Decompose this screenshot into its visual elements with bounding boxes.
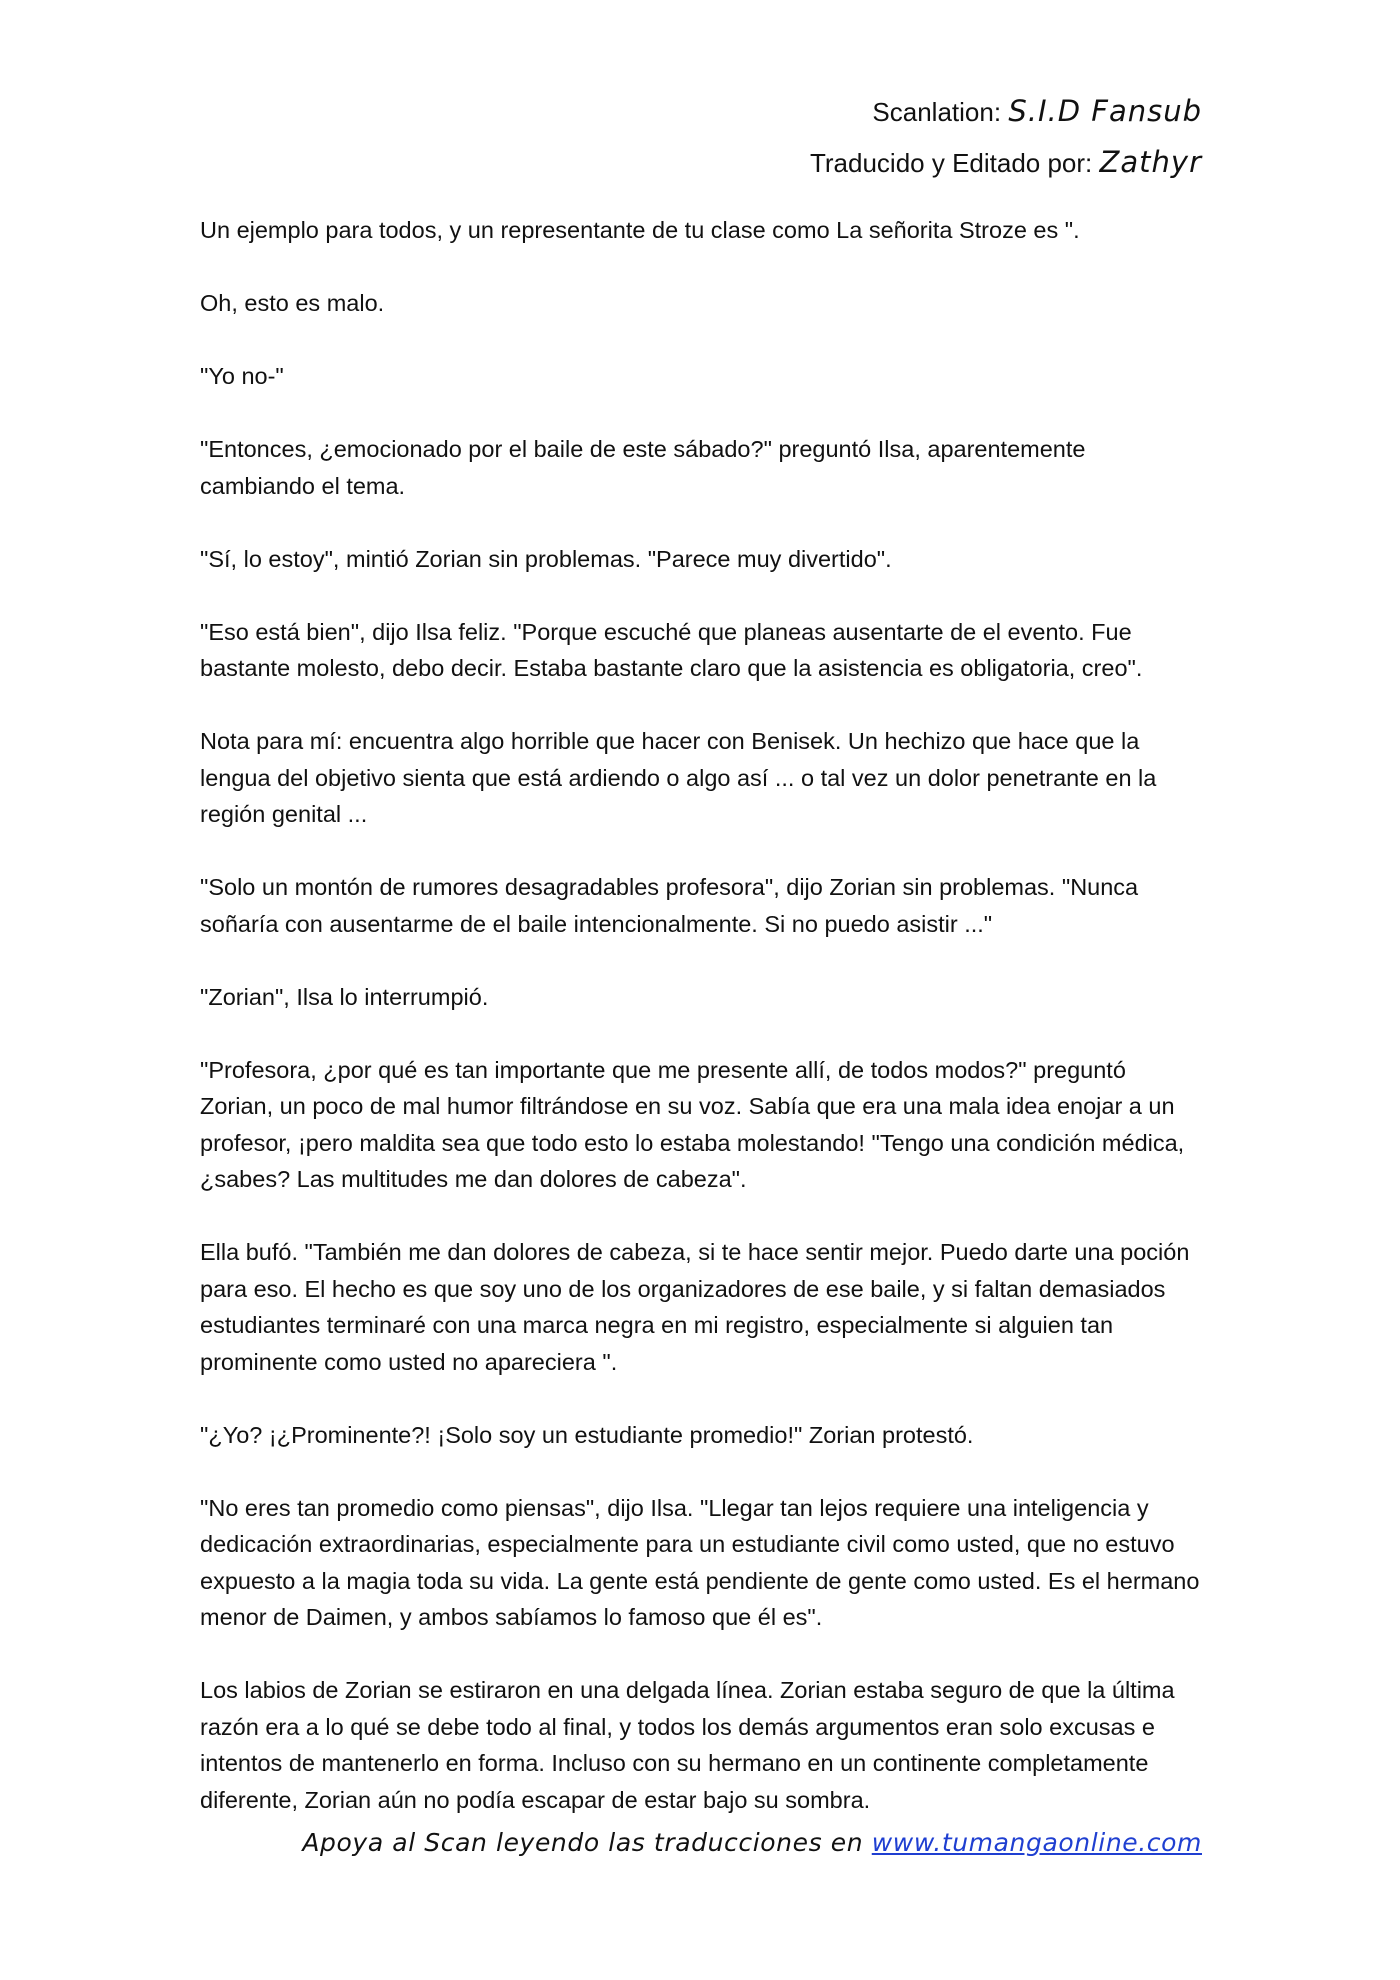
paragraph-line: "No eres tan promedio como piensas", dijo Ilsa. "Llegar tan lejos requiere una inteligencia y <box>200 1494 1149 1521</box>
paragraph-line: "Entonces, ¿emocionado por el baile de este sábado?" preguntó Ilsa, aparentemente <box>200 436 1086 462</box>
paragraph-line: "Solo un montón de rumores desagradables profesora", dijo Zorian sin problemas. "Nunca <box>200 874 1139 900</box>
paragraph-line: cambiando el tema. <box>200 472 406 499</box>
paragraph <box>200 1490 1210 1636</box>
paragraph-line: estudiantes terminaré con una marca negra en mi registro, especialmente si alguien tan <box>200 1312 1114 1338</box>
paragraph-line: "¿Yo? ¡¿Prominente?! ¡Solo soy un estudiante promedio!" Zorian protestó. <box>200 1421 974 1448</box>
scanlation-label: Scanlation: <box>872 97 1002 127</box>
paragraph <box>200 723 1210 833</box>
paragraph-line: "Sí, lo estoy", mintió Zorian sin problemas. "Parece muy divertido". <box>200 545 892 572</box>
paragraph-line: lengua del objetivo sienta que está ardiendo o algo así ... o tal vez un dolor penetrante en la <box>200 764 1157 791</box>
paragraph-line: razón era a lo qué se debe todo al final, y todos los demás argumentos eran solo excusas e <box>200 1713 1155 1740</box>
translator-label: Traducido y Editado por: <box>809 148 1093 178</box>
paragraph-line: Ella bufó. "También me dan dolores de cabeza, si te hace sentir mejor. Puedo darte una poción <box>200 1239 1190 1265</box>
paragraph-line: Un ejemplo para todos, y un representante de tu clase como La señorita Stroze es ". <box>200 217 1080 243</box>
paragraph-line: prominente como usted no apareciera ". <box>200 1348 618 1375</box>
paragraph <box>200 541 1210 578</box>
paragraph-line: expuesto a la magia toda su vida. La gente está pendiente de gente como usted. Es el hermano <box>200 1567 1200 1594</box>
footer-link[interactable]: www.tumangaonline.com <box>871 1828 1202 1857</box>
paragraph-line: intentos de mantenerlo en forma. Incluso con su hermano en un continente completamente <box>200 1750 1149 1776</box>
paragraph <box>200 212 1210 249</box>
paragraph <box>200 358 1210 395</box>
paragraph-line: Zorian, un poco de mal humor filtrándose en su voz. Sabía que era una mala idea enojar a un <box>200 1093 1175 1119</box>
paragraph-line: Nota para mí: encuentra algo horrible que hacer con Benisek. Un hechizo que hace que la <box>200 728 1140 754</box>
paragraph-line: soñaría con ausentarme de el baile intencionalmente. Si no puedo asistir ..." <box>200 910 993 937</box>
paragraph <box>200 869 1210 942</box>
scanlation-credit <box>810 86 1202 137</box>
paragraph <box>200 1234 1210 1380</box>
paragraph-line: para eso. El hecho es que soy uno de los organizadores de ese baile, y si faltan demasiados <box>200 1275 1166 1302</box>
paragraph-line: bastante molesto, debo decir. Estaba bastante claro que la asistencia es obligatoria, creo". <box>200 655 1143 681</box>
paragraph-line: Oh, esto es malo. <box>200 290 385 316</box>
paragraph <box>200 1417 1210 1454</box>
paragraph-line: diferente, Zorian aún no podía escapar de estar bajo su sombra. <box>200 1786 871 1813</box>
paragraph <box>200 614 1210 687</box>
paragraph <box>200 285 1210 322</box>
paragraph-line: "Eso está bien", dijo Ilsa feliz. "Porque escuché que planeas ausentarte de el evento. Fue <box>200 618 1132 645</box>
paragraph-line: dedicación extraordinarias, especialmente para un estudiante civil como usted, que no estuvo <box>200 1531 1175 1557</box>
paragraph-line: "Profesora, ¿por qué es tan importante que me presente allí, de todos modos?" preguntó <box>200 1056 1126 1083</box>
paragraph-line: "Zorian", Ilsa lo interrumpió. <box>200 983 489 1010</box>
paragraph-line: profesor, ¡pero maldita sea que todo esto lo estaba molestando! "Tengo una condición médica, <box>200 1129 1185 1156</box>
paragraph-line: "Yo no-" <box>200 363 284 389</box>
paragraph <box>200 431 1210 504</box>
footer-text: Apoya al Scan leyendo las traducciones en <box>302 1828 864 1857</box>
paragraph <box>200 1672 1210 1818</box>
credits-block <box>810 86 1202 188</box>
paragraph-line: región genital ... <box>200 801 368 827</box>
paragraph-line: ¿sabes? Las multitudes me dan dolores de cabeza". <box>200 1166 747 1192</box>
story-body <box>200 212 1210 1855</box>
paragraph <box>200 979 1210 1016</box>
translator-name: Zathyr <box>1099 145 1202 179</box>
paragraph-line: menor de Daimen, y ambos sabíamos lo famoso que él es". <box>200 1604 823 1630</box>
footer-support-note <box>302 1828 1202 1857</box>
paragraph <box>200 1052 1210 1198</box>
scanlation-group: S.I.D Fansub <box>1008 94 1202 128</box>
translator-credit <box>810 137 1202 188</box>
paragraph-line: Los labios de Zorian se estiraron en una delgada línea. Zorian estaba seguro de que la última <box>200 1677 1175 1703</box>
